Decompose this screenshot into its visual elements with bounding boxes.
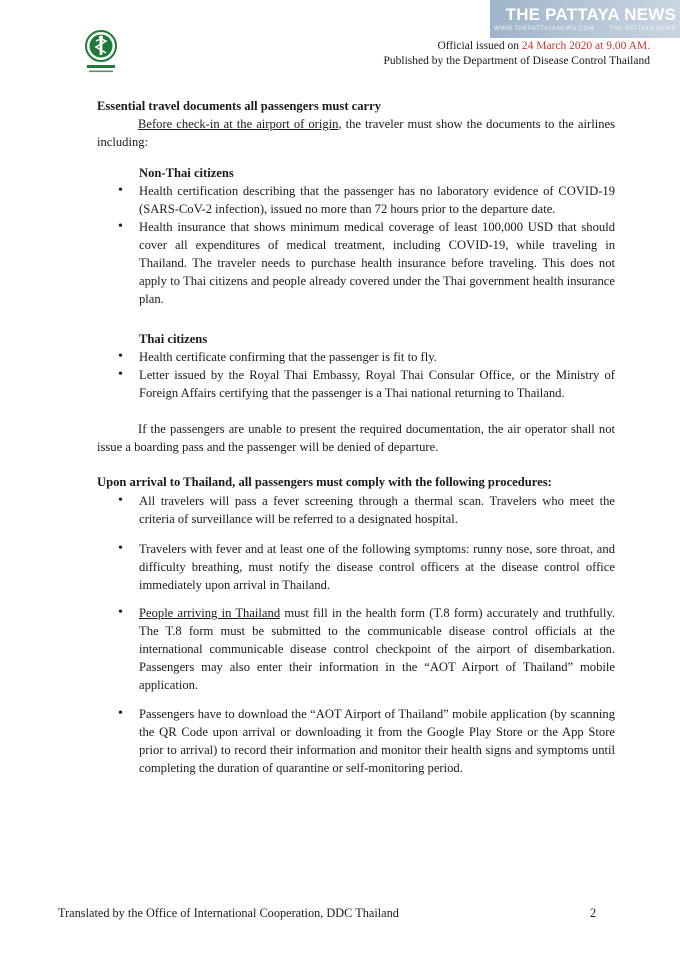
section2-item-1 [118,492,615,528]
watermark-url [494,26,676,32]
watermark-title: THE PATTAYA NEWS [505,5,676,24]
non-thai-list [118,182,615,308]
section2-title: Upon arrival to Thailand, all passengers must comply with the following procedures: [97,475,552,489]
ddc-logo [80,29,122,75]
watermark-banner [490,0,680,38]
issued-line [437,40,650,52]
section1-intro-underlined: Before check-in at the airport of origin [138,117,339,131]
thai-item: • Health certificate confirming that the passenger is fit to fly. [118,348,615,366]
section2-item-2 [118,540,615,594]
arrival-item-underlined: People arriving in Thailand [139,606,281,620]
section1-intro-rest: , the traveler must show the documents to the airlines including: [97,117,615,149]
arrival-item [118,604,615,694]
page-number: 2 [590,906,597,920]
non-thai-item: • Health certification describing that the passenger has no laboratory evidence of COVID-19 (SARS-CoV-2 infection), issued no more than 72 hours prior to the departure date. [118,182,615,218]
arrival-item: • All travelers will pass a fever screening through a thermal scan. Travelers who meet the criteria of surveillance will be referred to a designated hospital. [118,492,615,528]
watermark-url-right: THE PATTAYA NEWS [609,26,676,32]
section2-item-3 [118,604,615,694]
issued-date: 24 March 2020 at 9.00 AM. [521,40,650,52]
non-thai-item: • Health insurance that shows minimum medical coverage of least 100,000 USD that should cover all expenditures of medical treatment, including COVID-19, while traveling in Thailand. The traveler needs to purchase health insurance before traveling. This does not apply to Thai citizens and people already covered under the Thai government health insurance plan. [118,218,615,308]
section2-item-4 [118,705,615,777]
section1-intro [97,115,615,151]
section1-title: Essential travel documents all passengers must carry [97,99,382,113]
arrival-item: • Travelers with fever and at least one of the following symptoms: runny nose, sore throat, and difficulty breathing, must notify the disease control officers at the disease control office immediately upon arrival in Thailand. [118,540,615,594]
arrival-item: • Passengers have to download the “AOT Airport of Thailand” mobile application (by scanning the QR Code upon arrival or downloading it from the Google Play Store or the App Store prior to arrival) to record their information and monitor their health signs and symptoms until completing the duration of quarantine or self-monitoring period. [118,705,615,777]
watermark-url-left: WWW.THEPATTAYANEWS.COM [494,26,595,32]
issued-prefix: Official issued on [437,40,522,52]
thai-list [118,348,615,402]
arrival-item-rest: must fill in the health form (T.8 form) accurately and truthfully. The T.8 form must be submitted to the communicable disease control officials at the international communicable disease control checkpoint of the airport of disembarkation. Passengers may also enter their information in the “AOT Airport of Thailand” mobile application. [139,606,615,692]
non-thai-heading: Non-Thai citizens [139,166,234,180]
thai-item: • Letter issued by the Royal Thai Embassy, Royal Thai Consular Office, or the Ministry of Foreign Affairs certifying that the passenger is a Thai national returning to Thailand. [118,366,615,402]
thai-heading: Thai citizens [139,332,208,346]
publisher-line: Published by the Department of Disease Control Thailand [383,55,650,67]
section1-note: If the passengers are unable to present the required documentation, the air operator shall not issue a boarding pass and the passenger will be denied of departure. [97,422,615,454]
footer-translation-credit: Translated by the Office of International Cooperation, DDC Thailand [58,906,399,920]
